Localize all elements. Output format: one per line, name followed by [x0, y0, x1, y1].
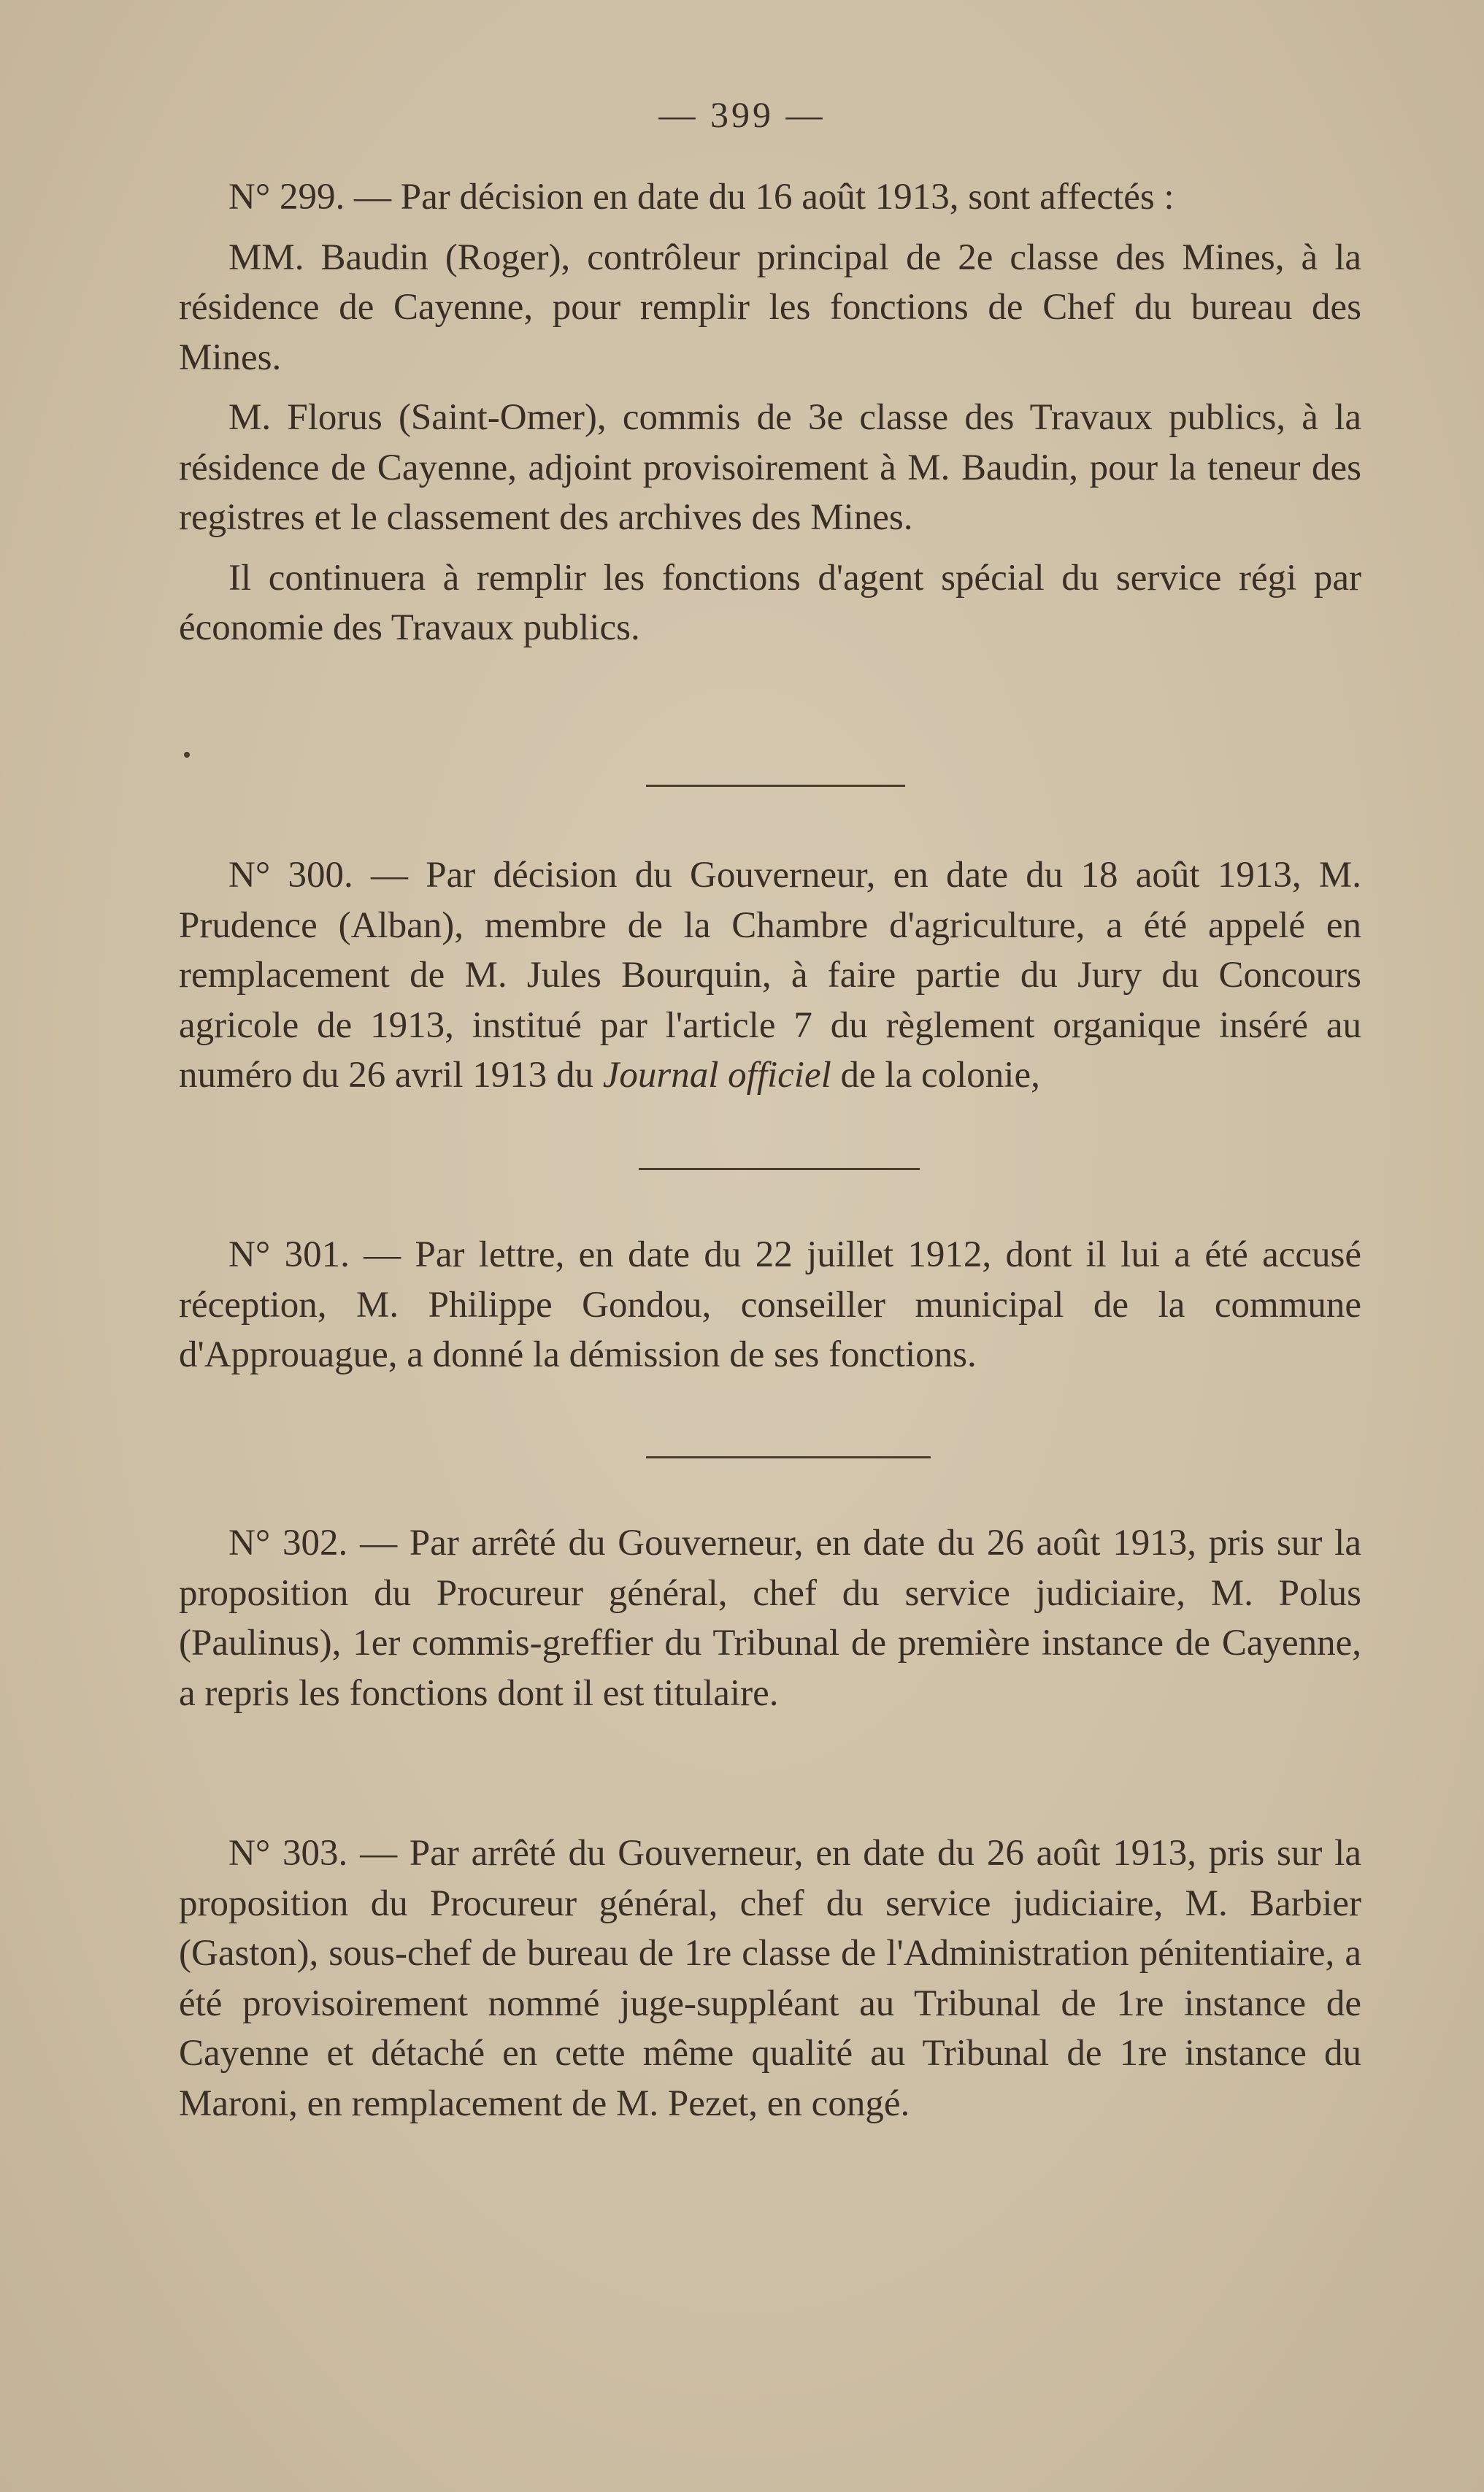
entry-299-paragraph-florus: M. Florus (Saint-Omer), commis de 3e classe des Travaux publics, à la résidence de Cayenne, adjoint provisoirement à M. Baudin, pour la teneur des registres et le classement des archives des Mines. — [179, 397, 1361, 538]
entry-300-text-end: de la colonie, — [840, 1055, 1040, 1096]
entry-303-paragraph: N° 303. — Par arrêté du Gouverneur, en date du 26 août 1913, pris sur la proposition du Procureur général, chef du service judiciaire, M. Barbier (Gaston), sous-chef de bureau de 1re classe de l'Administration pénitentiaire, a été provisoirement nommé juge-suppléant au Tribunal de 1re instance de Cayenne et détaché en cette même qualité au Tribunal de 1re instance du Maroni, en remplacement de M. Pezet, en congé. — [179, 1833, 1361, 2124]
entry-300 — [179, 850, 1361, 1101]
entry-299 — [179, 172, 1361, 653]
separator-2 — [639, 1168, 920, 1170]
entry-301-paragraph: N° 301. — Par lettre, en date du 22 juillet 1912, dont il lui a été accusé réception, M. Philippe Gondou, conseiller municipal de la commune d'Approuague, a donné la démission de ses fonctions. — [179, 1234, 1361, 1375]
separator-1 — [646, 785, 905, 787]
entry-299-paragraph-continuation: Il continuera à remplir les fonctions d'agent spécial du service régi par économie des Travaux publics. — [179, 557, 1361, 648]
entry-301 — [179, 1230, 1361, 1380]
entry-302 — [179, 1518, 1361, 1718]
entry-299-heading: N° 299. — Par décision en date du 16 août 1913, sont affectés : — [228, 177, 1174, 218]
entry-299-paragraph-baudin: MM. Baudin (Roger), contrôleur principal de 2e classe des Mines, à la résidence de Cayenne, pour remplir les fonctions de Chef du bureau des Mines. — [179, 236, 1361, 378]
separator-3 — [646, 1456, 931, 1458]
page-number: — 399 — — [658, 94, 826, 135]
entry-300-paragraph — [179, 850, 1361, 1101]
journal-officiel-italic: Journal officiel — [602, 1055, 831, 1096]
entry-303 — [179, 1828, 1361, 2128]
entry-302-paragraph: N° 302. — Par arrêté du Gouverneur, en date du 26 août 1913, pris sur la proposition du Procureur général, chef du service judiciaire, M. Polus (Paulinus), 1er commis-greffier du Tribunal de première instance de Cayenne, a repris les fonctions dont il est titulaire. — [179, 1523, 1361, 1714]
entry-300-text: N° 300. — Par décision du Gouverneur, en date du 18 août 1913, M. Prudence (Alban), membre de la Chambre d'agriculture, a été appelé en remplacement de M. Jules Bourquin, à faire partie du Jury du Concours agricole de 1913, institué par l'article 7 du règlement organique inséré au numéro du 26 avril 1913 du — [179, 855, 1361, 1096]
print-speck — [184, 752, 190, 758]
